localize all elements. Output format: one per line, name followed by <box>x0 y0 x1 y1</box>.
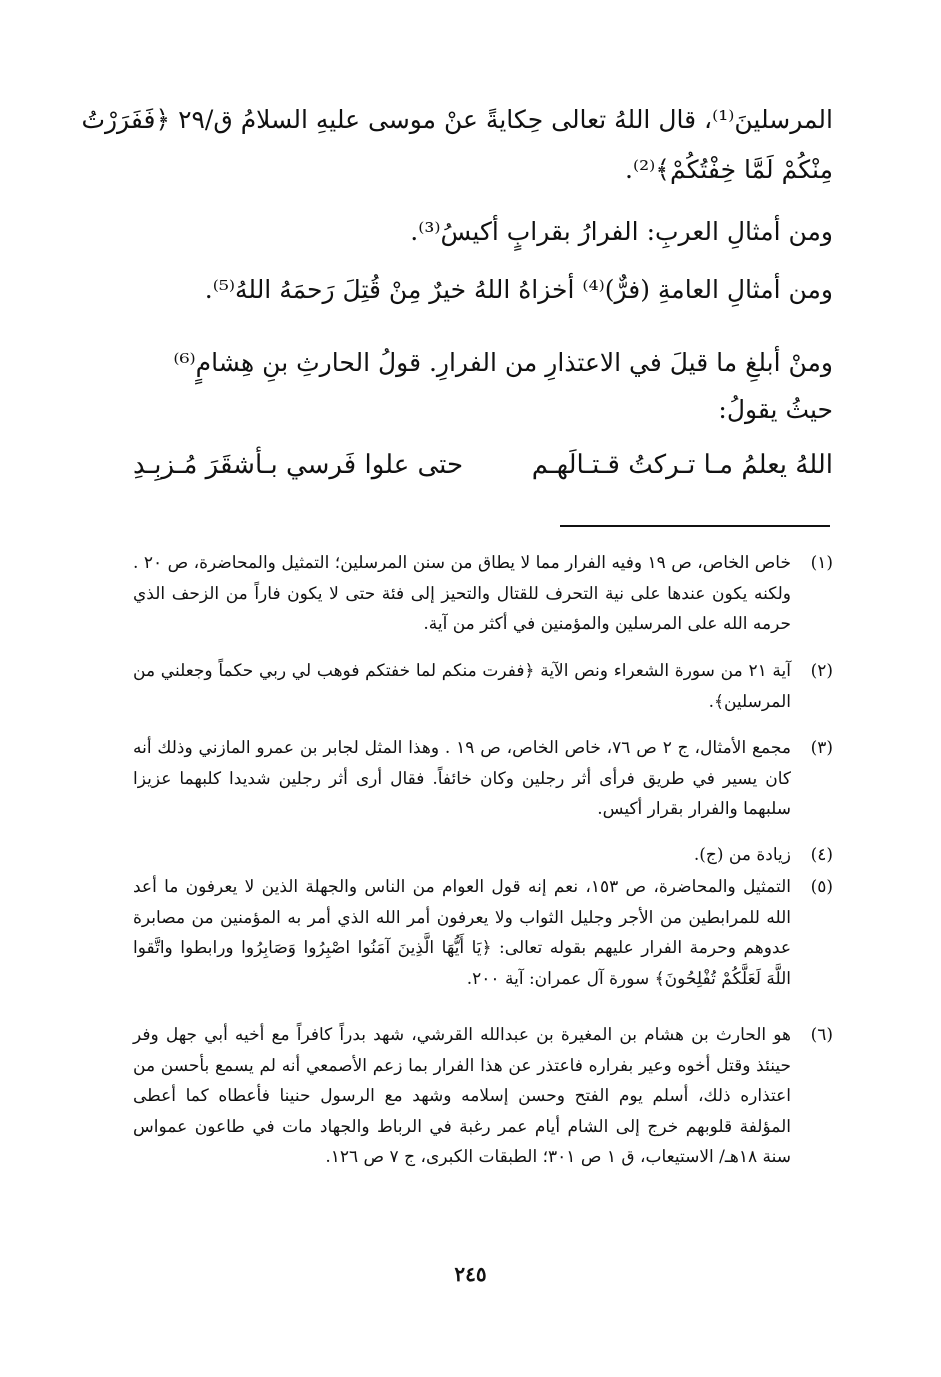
main-text-line-4: ومن أمثالِ العامةِ (فرٌّ)⁽⁴⁾ أخزاهُ اللهُ خيرٌ مِنْ قُتِلَ رَحمَهُ اللهُ⁽⁵⁾. <box>204 275 833 304</box>
footnote-6 <box>133 1020 833 1173</box>
footnote-text: هو الحارث بن هشام بن المغيرة بن عبدالله القرشي، شهد بدراً كافراً مع أخيه أبي جهل وفر حينئذ وقتل أخوه وعير بفراره فاعتذر عن هذا الفرار بما زعم الأصمعي أنه لم يسمع بأحسن من اعتذاره ذلك، أسلم يوم الفتح وحسن إسلامه وشهد مع الرسول حنينا فأعطاه كما أعطى المؤلفة قلوبهم خرج إلى الشام أيام عمر رغبة في الرباط والجهاد مات في طاعون عمواس سنة ١٨هـ/ الاستيعاب، ق ١ ص ٣٠١؛ الطبقات الكبرى، ج ٧ ص ١٢٦. <box>133 1025 791 1167</box>
main-text-line-1: المرسلينَ⁽¹⁾، قال اللهُ تعالى حِكايةً عنْ موسى عليهِ السلامُ ق/٢٩ ﴿فَفَرَرْتُ <box>81 105 833 134</box>
main-text-line-3: ومن أمثالِ العربِ: الفرارُ بقرابٍ أكيسُ⁽³⁾. <box>410 217 833 246</box>
footnote-number: (٢) <box>810 661 833 681</box>
main-text-line-6: حيثُ يقولُ: <box>718 395 833 424</box>
footnote-number: (٤) <box>810 845 833 865</box>
verse-first-hemistich: اللهُ يعلمُ مـا تـركتُ قـتـالَهـم <box>531 450 833 480</box>
footnote-5 <box>133 872 833 994</box>
main-text-line-2: مِنْكُمْ لَمَّا خِفْتُكُمْ﴾⁽²⁾. <box>625 155 833 184</box>
poetry-verse <box>133 450 833 490</box>
footnote-text: خاص الخاص، ص ١٩ وفيه الفرار مما لا يطاق من سنن المرسلين؛ التمثيل والمحاضرة، ص ٢٠ . ولكنه يكون عندها على نية التحرف للقتال والتحيز إلى فئة حتى لا يكون فاراً من الزحف الذي حرمه الله على المرسلين والمؤمنين في أكثر من آية. <box>133 553 791 634</box>
main-text-line-5: ومنْ أبلغِ ما قيلَ في الاعتذارِ من الفرارِ. قولُ الحارثِ بنِ هِشامٍ⁽⁶⁾ <box>173 348 833 377</box>
footnote-text: التمثيل والمحاضرة، ص ١٥٣، نعم إنه قول العوام من الناس والجهلة الذين لا يعرفون ما أعد الله للمرابطين من الأجر وجليل الثواب ولا يعرفون أمر الله الذي أمر به المؤمنين من مصابرة عدوهم وحرمة الفرار عليهم بقوله تعالى: ﴿يَا أَيُّهَا الَّذِينَ آمَنُوا اصْبِرُوا وَصَابِرُوا ورابطوا واتَّقوا اللَّهَ لَعَلَّكُمْ تُفْلِحُونَ﴾ سورة آل عمران: آية ٢٠٠. <box>133 877 791 989</box>
footnote-number: (٦) <box>810 1025 833 1045</box>
footnote-text: زيادة من (ج). <box>693 845 791 865</box>
footnote-1 <box>133 548 833 640</box>
footnote-text: آية ٢١ من سورة الشعراء ونص الآية ﴿ففرت منكم لما خفتكم فوهب لي ربي حكماً وجعلني من المرسلين﴾. <box>133 661 791 712</box>
footnote-4 <box>133 840 833 871</box>
footnote-number: (٥) <box>810 877 833 897</box>
footnote-3 <box>133 733 833 825</box>
page-number: ٢٤٥ <box>454 1262 487 1286</box>
footnote-text: مجمع الأمثال، ج ٢ ص ٧٦، خاص الخاص، ص ١٩ . وهذا المثل لجابر بن عمرو المازني وذلك أنه كان يسير في طريق فرأى أثر رجلين وكان خائفاً. فقال أرى أثر رجلين شديدا كلبهما عزيزا سلبهما والفرار بقرار أكيس. <box>133 738 791 819</box>
footnote-number: (١) <box>810 553 833 573</box>
verse-second-hemistich: حتى علوا فَرسي بـأشقَرَ مُـزبِـدِ <box>133 450 464 480</box>
footnote-number: (٣) <box>810 738 833 758</box>
footnote-2 <box>133 656 833 717</box>
footnote-separator <box>560 525 830 527</box>
